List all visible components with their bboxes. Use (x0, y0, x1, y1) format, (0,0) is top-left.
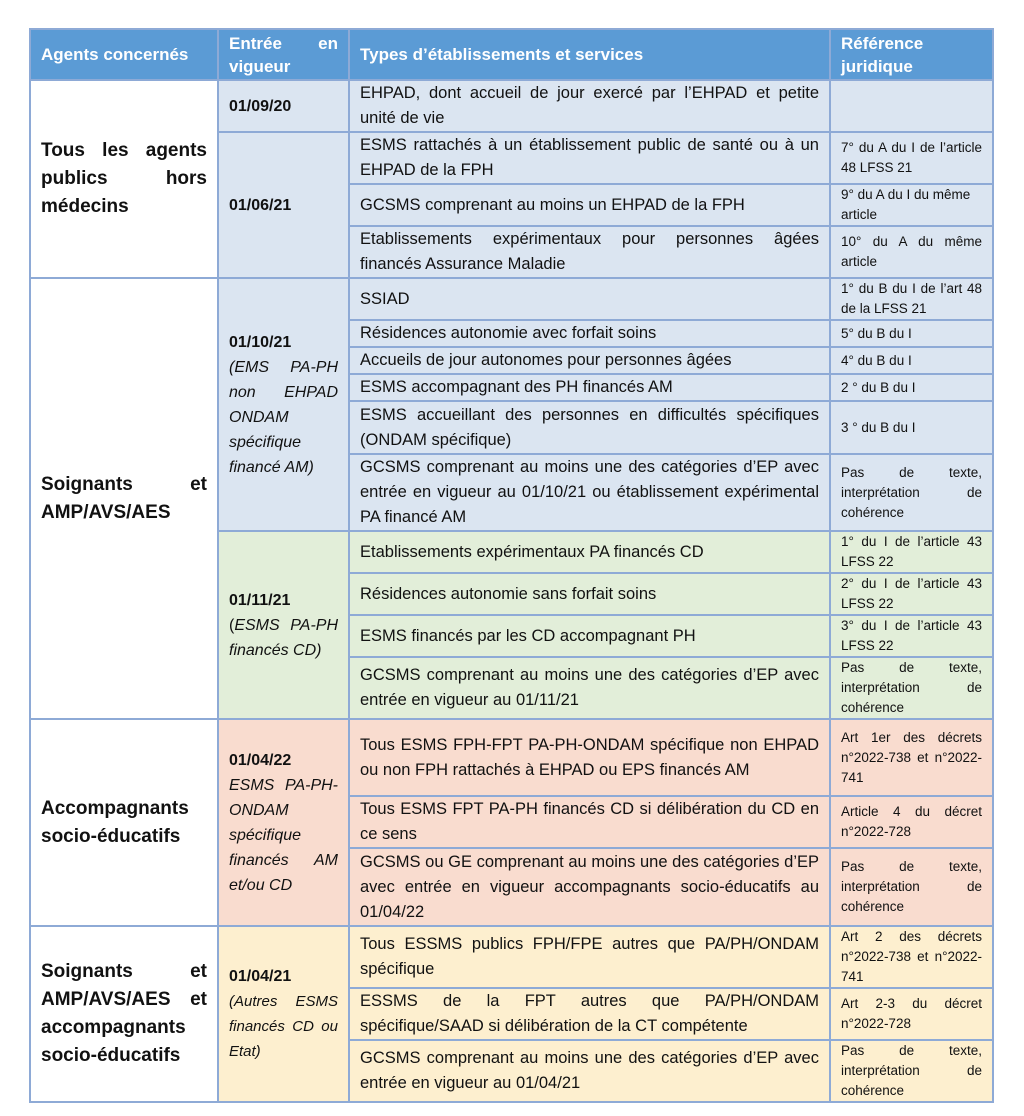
ref-cell: 10° du A du même article (830, 226, 993, 278)
ref-cell: 3 ° du B du I (830, 401, 993, 454)
ref-cell (830, 80, 993, 132)
agents-cell: Soignants et AMP/AVS/AES et accompagnants socio-éducatifs (30, 926, 218, 1102)
date-value: 01/09/20 (229, 97, 292, 115)
ref-cell: Pas de texte, interprétation de cohérence (830, 454, 993, 531)
header-reference: Référence juridique (830, 29, 993, 80)
table-row (30, 719, 993, 796)
type-cell: Etablissements expérimentaux PA financés CD (349, 531, 830, 573)
date-cell (218, 926, 349, 1102)
type-cell: ESMS rattachés à un établissement public de santé ou à un EHPAD de la FPH (349, 132, 830, 184)
date-value: 01/04/22 (229, 751, 292, 769)
date-cell (218, 278, 349, 531)
type-cell: EHPAD, dont accueil de jour exercé par l’EHPAD et petite unité de vie (349, 80, 830, 132)
type-cell: ESSMS de la FPT autres que PA/PH/ONDAM spécifique/SAAD si délibération de la CT compétente (349, 988, 830, 1040)
ref-cell: 2° du I de l’article 43 LFSS 22 (830, 573, 993, 615)
ref-cell: 4° du B du I (830, 347, 993, 374)
header-types: Types d’établissements et services (349, 29, 830, 80)
date-value: 01/10/21 (229, 333, 292, 351)
header-entree: Entrée en vigueur (218, 29, 349, 80)
date-cell (218, 132, 349, 278)
ref-cell: Art 1er des décrets n°2022-738 et n°2022-741 (830, 719, 993, 796)
date-note: ESMS PA-PH-ONDAM spécifique financés AM et/ou CD (229, 776, 338, 894)
type-cell: Résidences autonomie sans forfait soins (349, 573, 830, 615)
ref-cell: 1° du B du I de l’art 48 de la LFSS 21 (830, 278, 993, 320)
date-cell (218, 719, 349, 926)
date-note: ESMS PA-PH financés CD) (229, 616, 338, 659)
date-cell (218, 531, 349, 719)
ref-cell: 2 ° du B du I (830, 374, 993, 401)
ref-cell: Pas de texte, interprétation de cohérence (830, 848, 993, 926)
date-note-open: ( (229, 616, 235, 634)
header-row (30, 29, 993, 80)
type-cell: ESMS financés par les CD accompagnant PH (349, 615, 830, 657)
agents-cell: Accompagnants socio-éducatifs (30, 719, 218, 926)
type-cell: ESMS accompagnant des PH financés AM (349, 374, 830, 401)
ref-cell: 7° du A du I de l’article 48 LFSS 21 (830, 132, 993, 184)
type-cell: GCSMS comprenant au moins un EHPAD de la FPH (349, 184, 830, 226)
agents-cell: Soignants et AMP/AVS/AES (30, 278, 218, 719)
agents-cell: Tous les agents publics hors médecins (30, 80, 218, 278)
header-agents: Agents concernés (30, 29, 218, 80)
date-note: (Autres ESMS financés CD ou Etat) (229, 993, 338, 1060)
type-cell: GCSMS comprenant au moins une des catégories d’EP avec entrée en vigueur au 01/10/21 ou établissement expérimental PA financé AM (349, 454, 830, 531)
type-cell: SSIAD (349, 278, 830, 320)
vaccination-obligation-table (29, 28, 994, 1103)
ref-cell: Article 4 du décret n°2022-728 (830, 796, 993, 848)
type-cell: Accueils de jour autonomes pour personnes âgées (349, 347, 830, 374)
table-row (30, 926, 993, 988)
type-cell: ESMS accueillant des personnes en difficultés spécifiques (ONDAM spécifique) (349, 401, 830, 454)
type-cell: Tous ESMS FPT PA-PH financés CD si délibération du CD en ce sens (349, 796, 830, 848)
ref-cell: Pas de texte, interprétation de cohérence (830, 1040, 993, 1102)
type-cell: Résidences autonomie avec forfait soins (349, 320, 830, 347)
type-cell: GCSMS comprenant au moins une des catégories d’EP avec entrée en vigueur au 01/04/21 (349, 1040, 830, 1102)
type-cell: GCSMS ou GE comprenant au moins une des catégories d’EP avec entrée en vigueur accompagnants socio-éducatifs au 01/04/22 (349, 848, 830, 926)
date-value: 01/11/21 (229, 591, 291, 609)
ref-cell: Art 2-3 du décret n°2022-728 (830, 988, 993, 1040)
ref-cell: 3° du I de l’article 43 LFSS 22 (830, 615, 993, 657)
ref-cell: Pas de texte, interprétation de cohérence (830, 657, 993, 719)
type-cell: GCSMS comprenant au moins une des catégories d’EP avec entrée en vigueur au 01/11/21 (349, 657, 830, 719)
ref-cell: 1° du I de l’article 43 LFSS 22 (830, 531, 993, 573)
ref-cell: 5° du B du I (830, 320, 993, 347)
date-cell (218, 80, 349, 132)
type-cell: Tous ESMS FPH-FPT PA-PH-ONDAM spécifique non EHPAD ou non FPH rattachés à EHPAD ou EPS financés AM (349, 719, 830, 796)
type-cell: Tous ESSMS publics FPH/FPE autres que PA/PH/ONDAM spécifique (349, 926, 830, 988)
type-cell: Etablissements expérimentaux pour personnes âgées financés Assurance Maladie (349, 226, 830, 278)
date-value: 01/04/21 (229, 968, 292, 985)
table-row (30, 278, 993, 320)
date-note: (EMS PA-PH non EHPAD ONDAM spécifique financé AM) (229, 358, 338, 476)
ref-cell: Art 2 des décrets n°2022-738 et n°2022-741 (830, 926, 993, 988)
ref-cell: 9° du A du I du même article (830, 184, 993, 226)
table-row (30, 80, 993, 132)
date-value: 01/06/21 (229, 196, 292, 214)
